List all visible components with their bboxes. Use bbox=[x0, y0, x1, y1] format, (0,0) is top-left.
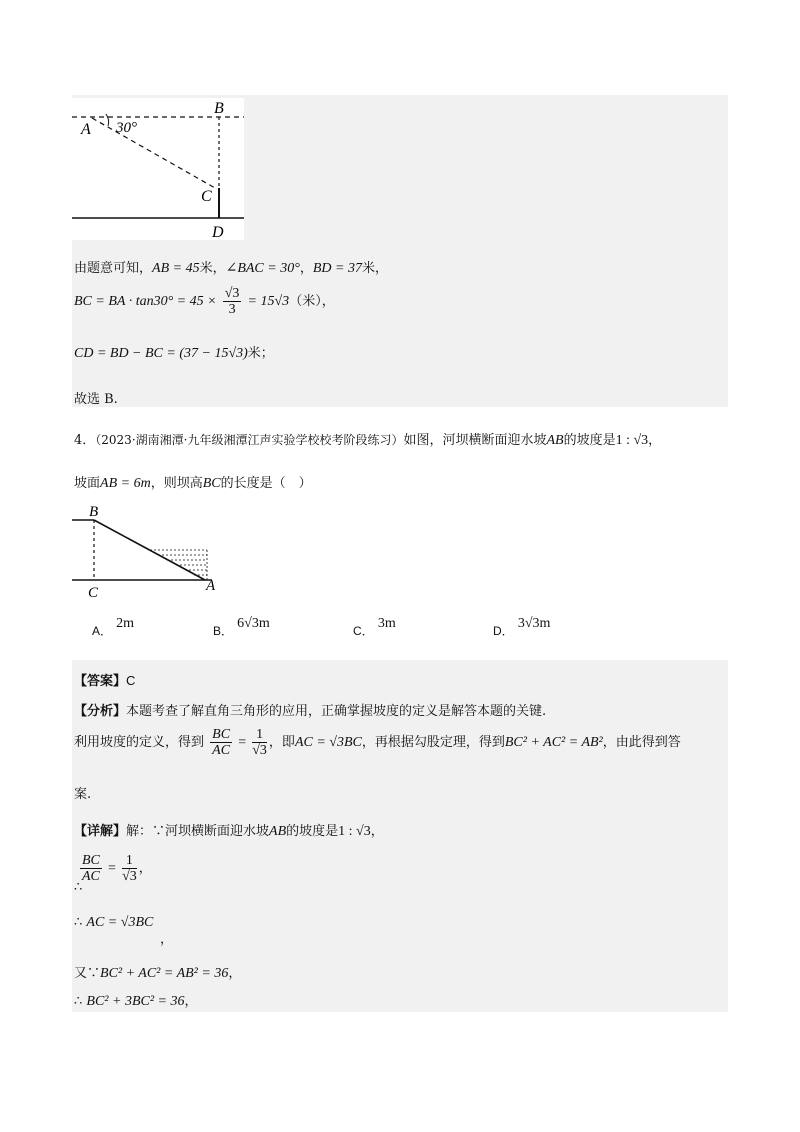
dam-label-c: C bbox=[88, 585, 99, 601]
fraction: $\frac{√3}{3}$ bbox=[224, 286, 240, 317]
step-2: ∴ AC = √3BC bbox=[74, 915, 154, 930]
prev-conclusion: 故选 B. bbox=[74, 392, 118, 407]
dam-label-a: A bbox=[206, 578, 216, 594]
dam-label-b: B bbox=[89, 504, 99, 520]
step-1: $\frac{BC}{AC}$ = $\frac{1}{√3}$ ， bbox=[82, 853, 152, 884]
prev-label-b: B bbox=[214, 100, 224, 117]
prev-label-d: D bbox=[212, 224, 224, 240]
step-2-end: ， bbox=[160, 932, 174, 947]
answer-line: 【答案】C bbox=[74, 673, 136, 689]
prev-label-angle: 30° bbox=[116, 120, 137, 136]
question-line-2: 坡面AB = 6m，则坝高BC的长度是（ ） bbox=[74, 476, 312, 491]
analysis-line-3: 案. bbox=[74, 787, 92, 802]
prev-line-2: BC = BA · tan30° = 45 × $\frac{√3}{3}$ = 15√3（米）， bbox=[74, 286, 335, 317]
question-line-1: 4．（2023·湖南湘潭·九年级湘潭江声实验学校校考阶段练习）如图，河坝横断面迎水坡AB的坡度是1 : √3， bbox=[74, 433, 662, 448]
step-4: ∴ BC² + 3BC² = 36， bbox=[74, 994, 198, 1009]
option-a[interactable]: A． 2m bbox=[92, 616, 135, 638]
analysis-line-2: 利用坡度的定义，得到 $\frac{BC}{AC}$ = $\frac{1}{√3}$ ，即AC = √3BC，再根据勾股定理，得到BC² + AC² = AB²，由此得到答 bbox=[74, 727, 681, 758]
prev-figure bbox=[72, 98, 247, 240]
option-b[interactable]: B． 6√3m bbox=[213, 616, 270, 638]
prev-line-1: 由题意可知，AB = 45米，∠BAC = 30°，BD = 37米， bbox=[74, 261, 388, 276]
therefore-symbol: ∴ bbox=[74, 880, 83, 895]
prev-label-c: C bbox=[201, 188, 212, 205]
detail-line: 【详解】解：∵河坝横断面迎水坡AB的坡度是1 : √3， bbox=[74, 824, 384, 839]
analysis-line: 【分析】本题考查了解直角三角形的应用，正确掌握坡度的定义是解答本题的关键. bbox=[74, 704, 547, 719]
prev-label-a: A bbox=[81, 121, 91, 138]
option-d[interactable]: D． 3√3m bbox=[493, 616, 551, 638]
step-3: 又∵BC² + AC² = AB² = 36， bbox=[74, 966, 242, 981]
prev-line-3: CD = BD − BC = (37 − 15√3)米； bbox=[74, 346, 274, 361]
option-c[interactable]: C． 3m bbox=[353, 616, 396, 638]
dam-figure bbox=[72, 500, 222, 602]
